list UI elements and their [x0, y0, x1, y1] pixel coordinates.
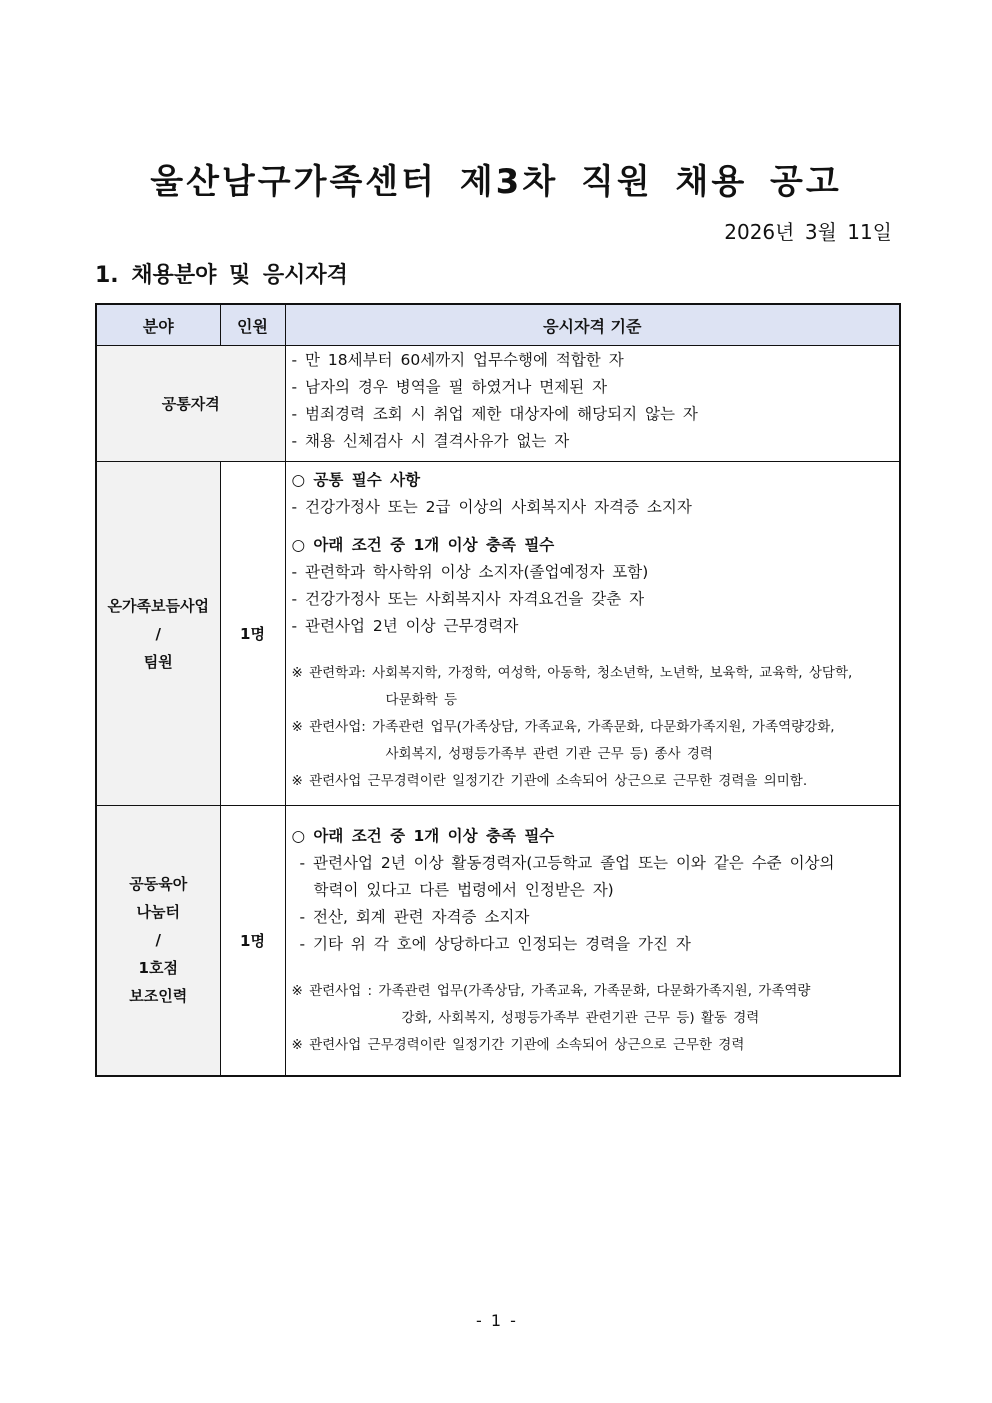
row2-line: - 관련사업 2년 이상 활동경력자(고등학교 졸업 또는 이와 같은 수준 이상의 — [299, 854, 835, 872]
row2-category-line: 보조인력 — [129, 987, 188, 1006]
row2-category-line: 나눔터 — [136, 903, 180, 922]
row2-note: ※ 관련사업 : 가족관련 업무(가족상담, 가족교육, 가족문화, 다문화가족지원, 가족역량 — [291, 983, 811, 999]
row1-heading-conditions: ○ 아래 조건 중 1개 이상 충족 필수 — [291, 536, 555, 554]
row1-heading-common: ○ 공통 필수 사항 — [291, 471, 421, 489]
row1-note-continued: 다문화학 등 — [385, 692, 457, 708]
table-row-team-member — [96, 462, 900, 806]
page-title: 울산남구가족센터 제3차 직원 채용 공고 — [150, 162, 842, 202]
row2-note: ※ 관련사업 근무경력이란 일정기간 기관에 소속되어 상근으로 근무한 경력 — [291, 1037, 745, 1053]
row1-category-line: 온가족보듬사업 — [107, 596, 209, 615]
row1-note: ※ 관련학과: 사회복지학, 가정학, 여성학, 아동학, 청소년학, 노년학, 보육학, 교육학, 상담학, — [291, 665, 853, 681]
row1-criteria — [285, 462, 900, 806]
row1-note-continued: 사회복지, 성평등가족부 관련 기관 근무 등) 종사 경력 — [385, 746, 713, 762]
row1-line: - 건강가정사 또는 2급 이상의 사회복지사 자격증 소지자 — [291, 498, 692, 516]
page-number: - 1 - — [476, 1311, 516, 1330]
row1-category-line: / — [155, 624, 161, 643]
row2-count: 1명 — [220, 806, 285, 1076]
row2-line-continued: 학력이 있다고 다른 법령에서 인정받은 자) — [313, 881, 614, 899]
common-line: - 채용 신체검사 시 결격사유가 없는 자 — [291, 432, 570, 450]
row1-line: - 건강가정사 또는 사회복지사 자격요건을 갖춘 자 — [291, 590, 645, 608]
row1-category-line: 팀원 — [143, 652, 173, 671]
row2-line: - 기타 위 각 호에 상당하다고 인정되는 경력을 가진 자 — [299, 935, 691, 953]
common-line: - 남자의 경우 병역을 필 하였거나 면제된 자 — [291, 378, 608, 396]
table-row-common — [96, 346, 900, 462]
qualification-table — [95, 303, 901, 1077]
header-count: 인원 — [220, 304, 285, 346]
row2-category-line: / — [155, 931, 161, 950]
section-title: 1. 채용분야 및 응시자격 — [95, 263, 348, 288]
header-field: 분야 — [96, 304, 220, 346]
header-criteria: 응시자격 기준 — [285, 304, 900, 346]
table-row-assistant — [96, 806, 900, 1076]
row1-note: ※ 관련사업 근무경력이란 일정기간 기관에 소속되어 상근으로 근무한 경력을 의미함. — [291, 773, 808, 789]
common-criteria — [285, 346, 900, 462]
row2-criteria — [285, 806, 900, 1076]
row2-heading-conditions: ○ 아래 조건 중 1개 이상 충족 필수 — [291, 827, 555, 845]
row2-category-line: 공동육아 — [129, 875, 188, 894]
row2-note-continued: 강화, 사회복지, 성평등가족부 관련기관 근무 등) 활동 경력 — [401, 1010, 760, 1026]
announcement-date: 2026년 3월 11일 — [724, 220, 892, 244]
row1-note: ※ 관련사업: 가족관련 업무(가족상담, 가족교육, 가족문화, 다문화가족지원, 가족역량강화, — [291, 719, 835, 735]
row1-line: - 관련학과 학사학위 이상 소지자(졸업예정자 포함) — [291, 563, 649, 581]
row2-line: - 전산, 회계 관련 자격증 소지자 — [299, 908, 530, 926]
row1-category — [96, 462, 220, 806]
row2-category-line: 1호점 — [138, 959, 178, 978]
common-line: - 범죄경력 조회 시 취업 제한 대상자에 해당되지 않는 자 — [291, 405, 698, 423]
common-line: - 만 18세부터 60세까지 업무수행에 적합한 자 — [291, 351, 624, 369]
row2-category — [96, 806, 220, 1076]
common-category: 공통자격 — [96, 346, 285, 462]
table-header-row — [96, 304, 900, 346]
row1-count: 1명 — [220, 462, 285, 806]
row1-line: - 관련사업 2년 이상 근무경력자 — [291, 617, 519, 635]
